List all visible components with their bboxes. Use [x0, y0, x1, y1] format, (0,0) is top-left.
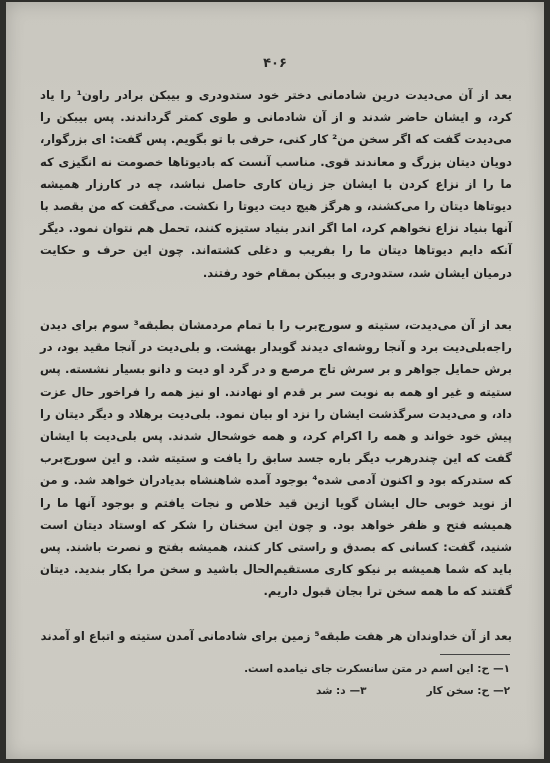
footnote-row — [40, 680, 510, 702]
footnote-number: ۲— — [493, 685, 510, 697]
footnote-1 — [40, 658, 510, 680]
paragraph-1 — [40, 84, 512, 284]
paragraph-text: بعد از آن خداوندان هر هفت طبقه⁵ زمین برای شادمانی آمدن ستیته و اتباع او آمدند — [40, 629, 512, 643]
book-page — [6, 2, 544, 759]
footnote-text: ح: سخن کار — [426, 685, 490, 697]
footnote-number: ۳— — [349, 685, 367, 697]
footnote-3 — [316, 680, 367, 702]
footnote-2 — [427, 680, 510, 702]
footnote-divider — [440, 654, 510, 655]
paragraph-2 — [40, 314, 512, 603]
page-number: ۴۰۶ — [263, 56, 287, 71]
paragraph-3 — [40, 625, 512, 647]
footnotes — [40, 658, 510, 702]
paragraph-text: بعد از آن می‌دیدت درین شادمانی دختر خود ستدودری و بیبکن برادر راون¹ را یاد کرد، و ایشان حاضر شدند و از آن شادمانی و طوی کمتر گرداندند. پس بیبکن را می‌دیدت گفت که اگر سخن من² کار کنی، حرفی با تو بگویم. پس گفت: ای بزرگوار، دویان دیتان بزرگ و معاندند قوی. مناسب آنست که بادیوتاها خصومت نه انگیزی که ما را از نزاع کردن با ایشان جز زیان کاری حاصل نباشد، چه در کارزار همیشه دیوتاها دیتان را می‌کشند، و هرگز هیچ دیت دیوتا را نکشت. می‌گفت که من بقصد با آنها بنیاد نزاع نخواهم کرد، اما اگر اندر بنیاد ستیزه کنند، تحمل هم نتوان نمود. دیگر آنکه دایم دیوتاها دیتان ما را بفریب و دغلی کشته‌اند. چون این حرف و حکایت درمیان ایشان شد، ستدودری و بیبکن بمقام خود رفتند. — [40, 88, 512, 280]
footnote-text: د: شد — [316, 685, 346, 697]
paragraph-text: بعد از آن می‌دیدت، ستیته و سورج‌برب را با تمام مردمشان بطبقه³ سوم برای دیدن راجه‌بلی‌دیت برد و آنجا روشه‌ای دیدند گوبدار بهشت. و بلی‌دیت در آنجا مقید بود، در برش حمایل جواهر و بر سرش تاج مرصع و در گرد او دیت و دانو بسیار نشسته. پس ستیته و غیر او همه به نوبت سر بر قدم او نهادند. او نیز همه را فراخور حال عزت داد، و می‌دیدت سرگذشت ایشان را نزد او بیان نمود. بلی‌دیت برهلاد و دیگر دیتان را پیش خود خواند و همه را اکرام کرد، و همه خوشحال شدند. پس بلی‌دیت با ایشان گفت که این چندرهرب دیگر باره جسد سابق را یافت و ستیته شد. و این سورج‌برب که ستدرکه بود و اکنون آدمی شده⁴ بوجود آمده شاهنشاه بدیادران خواهد شد. و من از نوید خوبی حال ایشان گویا ازین قید خلاص و نجات یافتم و بوجود آنها ما را همیشه فتح و ظفر خواهد بود. و چون این سخنان را شکر که اوستاد دیتان است شنید، گفت: کسانی که بصدق و راستی کار کنند، همیشه بفتح و نصرت باشند. پس باید که شما همیشه بر نیکو کاری مستقیم‌الحال باشید و سخن مرا بکار بندید. دیتان گفتند که ما همه سخن ترا بجان قبول داریم. — [40, 318, 513, 599]
footnote-text: ح: این اسم در متن سانسکرت جای نیامده است. — [244, 663, 490, 675]
footnote-number: ۱— — [493, 663, 510, 675]
